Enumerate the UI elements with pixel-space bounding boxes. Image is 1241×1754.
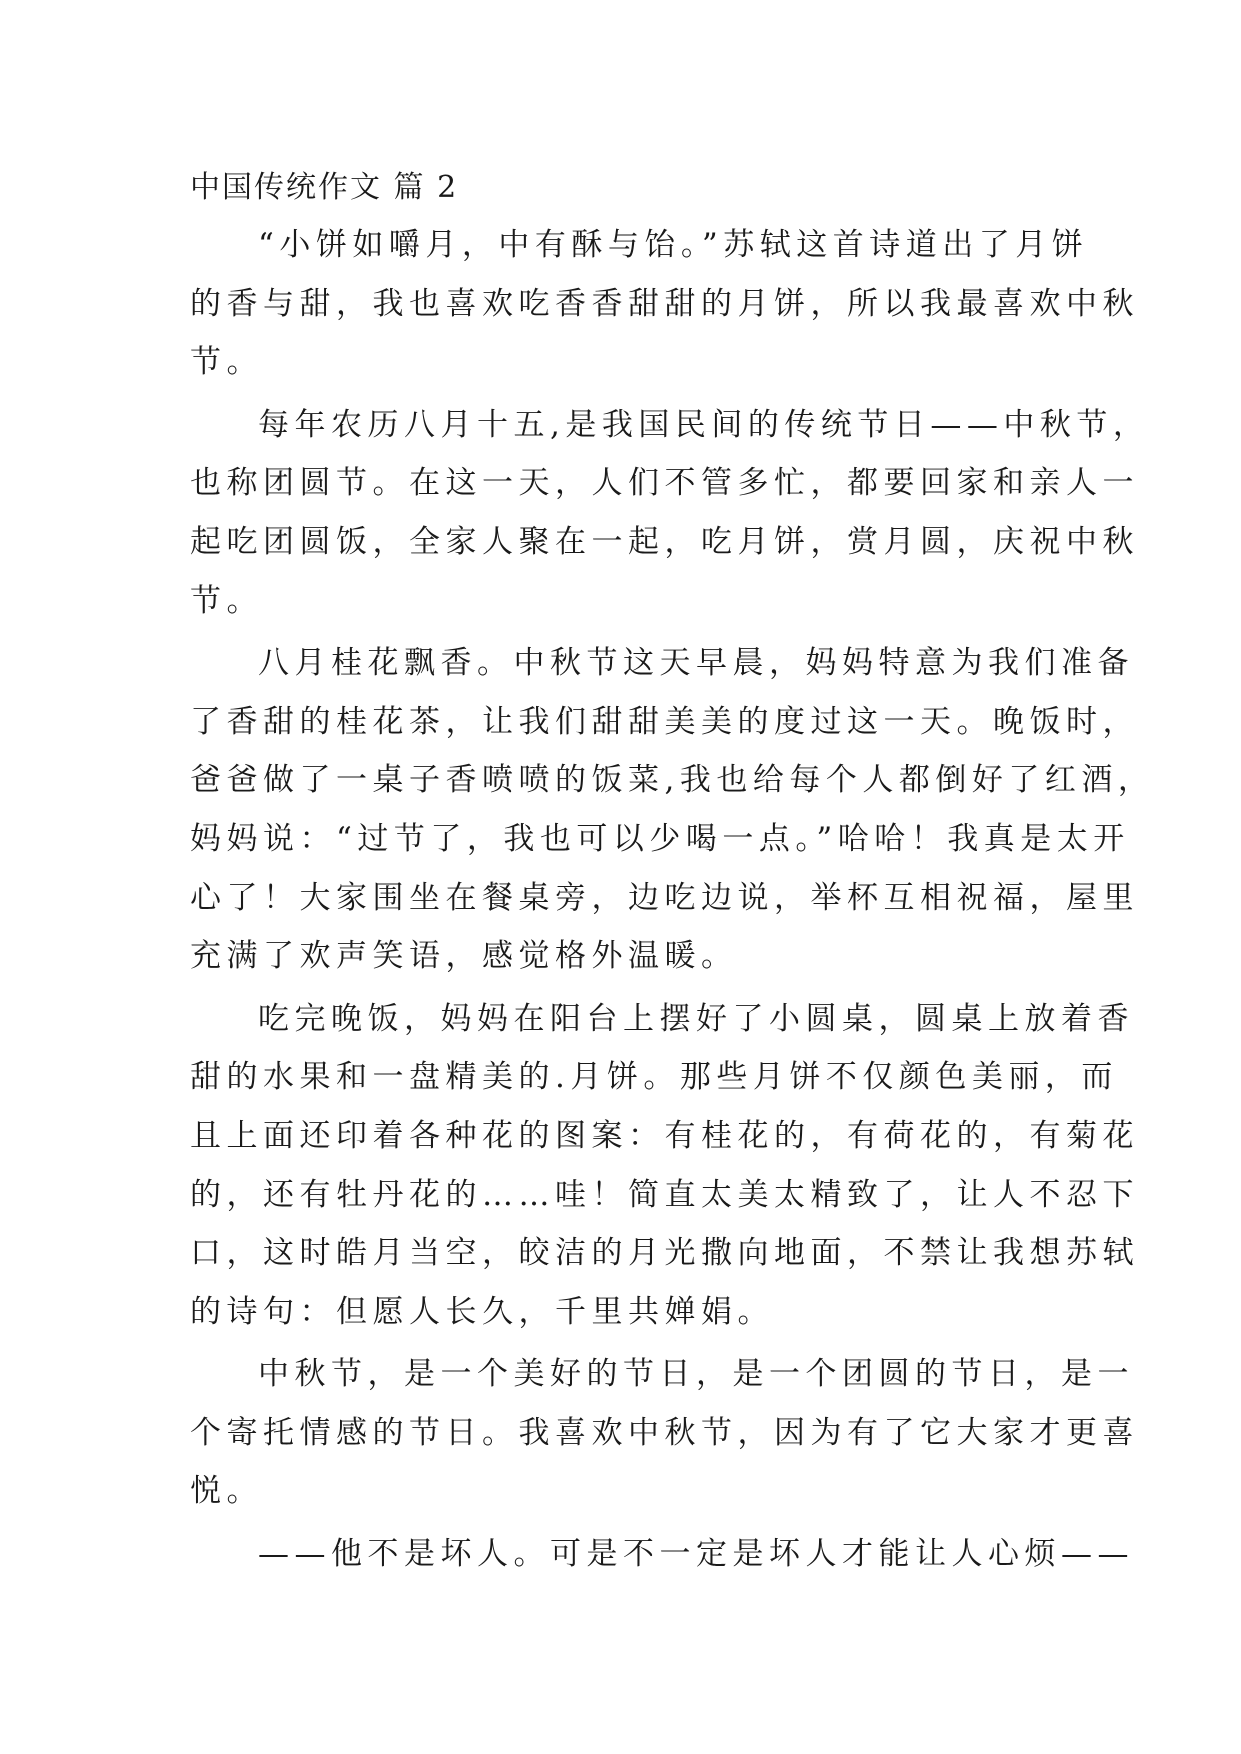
paragraph-line: 心了！大家围坐在餐桌旁，边吃边说，举杯互相祝福，屋里 [190,879,1139,916]
paragraph-1 [190,216,1139,392]
paragraph-6 [190,1525,1134,1584]
paragraph-line: 的香与甜，我也喜欢吃香香甜甜的月饼，所以我最喜欢中秋 [190,285,1139,322]
paragraph-line: “小饼如嚼月，中有酥与饴。”苏轼这首诗道出了月饼 [258,227,1089,263]
paragraph-2 [190,396,1150,630]
paragraph-line: 充满了欢声笑语，感觉格外温暖。 [190,938,738,975]
paragraph-line: 节。 [190,582,263,619]
paragraph-line: 的，还有牡丹花的……哇！简直太美太精致了，让人不忍下 [190,1176,1139,1213]
paragraph-4 [190,990,1139,1342]
paragraph-line: 八月桂花飘香。中秋节这天早晨，妈妈特意为我们准备 [258,645,1134,682]
paragraph-line: 爸爸做了一桌子香喷喷的饭菜,我也给每个人都倒好了红酒， [190,762,1155,799]
paragraph-line: 个寄托情感的节日。我喜欢中秋节，因为有了它大家才更喜 [190,1414,1139,1451]
paragraph-line: 中秋节，是一个美好的节日，是一个团圆的节日，是一 [258,1356,1134,1393]
paragraph-line: 妈妈说：“过节了，我也可以少喝一点。”哈哈！我真是太开 [190,820,1130,857]
paragraph-line: 起吃团圆饭，全家人聚在一起，吃月饼，赏月圆，庆祝中秋 [190,523,1139,560]
paragraph-line: 的诗句：但愿人长久，千里共婵娟。 [190,1293,774,1330]
essay-title: 中国传统作文 篇 2 [190,170,459,205]
paragraph-line: 口，这时皓月当空，皎洁的月光撒向地面，不禁让我想苏轼 [190,1235,1139,1272]
paragraph-line: 悦。 [190,1473,263,1510]
paragraph-line: 且上面还印着各种花的图案：有桂花的，有荷花的，有菊花 [190,1117,1139,1154]
paragraph-line: 甜的水果和一盘精美的.月饼。那些月饼不仅颜色美丽，而 [190,1059,1118,1096]
paragraph-line: 也称团圆节。在这一天，人们不管多忙，都要回家和亲人一 [190,465,1139,502]
paragraph-line: 每年农历八月十五,是我国民间的传统节日——中秋节， [258,406,1150,443]
paragraph-3 [190,634,1155,986]
paragraph-line: 吃完晚饭，妈妈在阳台上摆好了小圆桌，圆桌上放着香 [258,1000,1134,1037]
paragraph-line: ——他不是坏人。可是不一定是坏人才能让人心烦—— [258,1536,1134,1573]
paragraph-line: 了香甜的桂花茶，让我们甜甜美美的度过这一天。晚饭时， [190,703,1139,740]
paragraph-5 [190,1345,1139,1521]
essay-body [190,160,1155,1588]
paragraph-line: 节。 [190,344,263,381]
